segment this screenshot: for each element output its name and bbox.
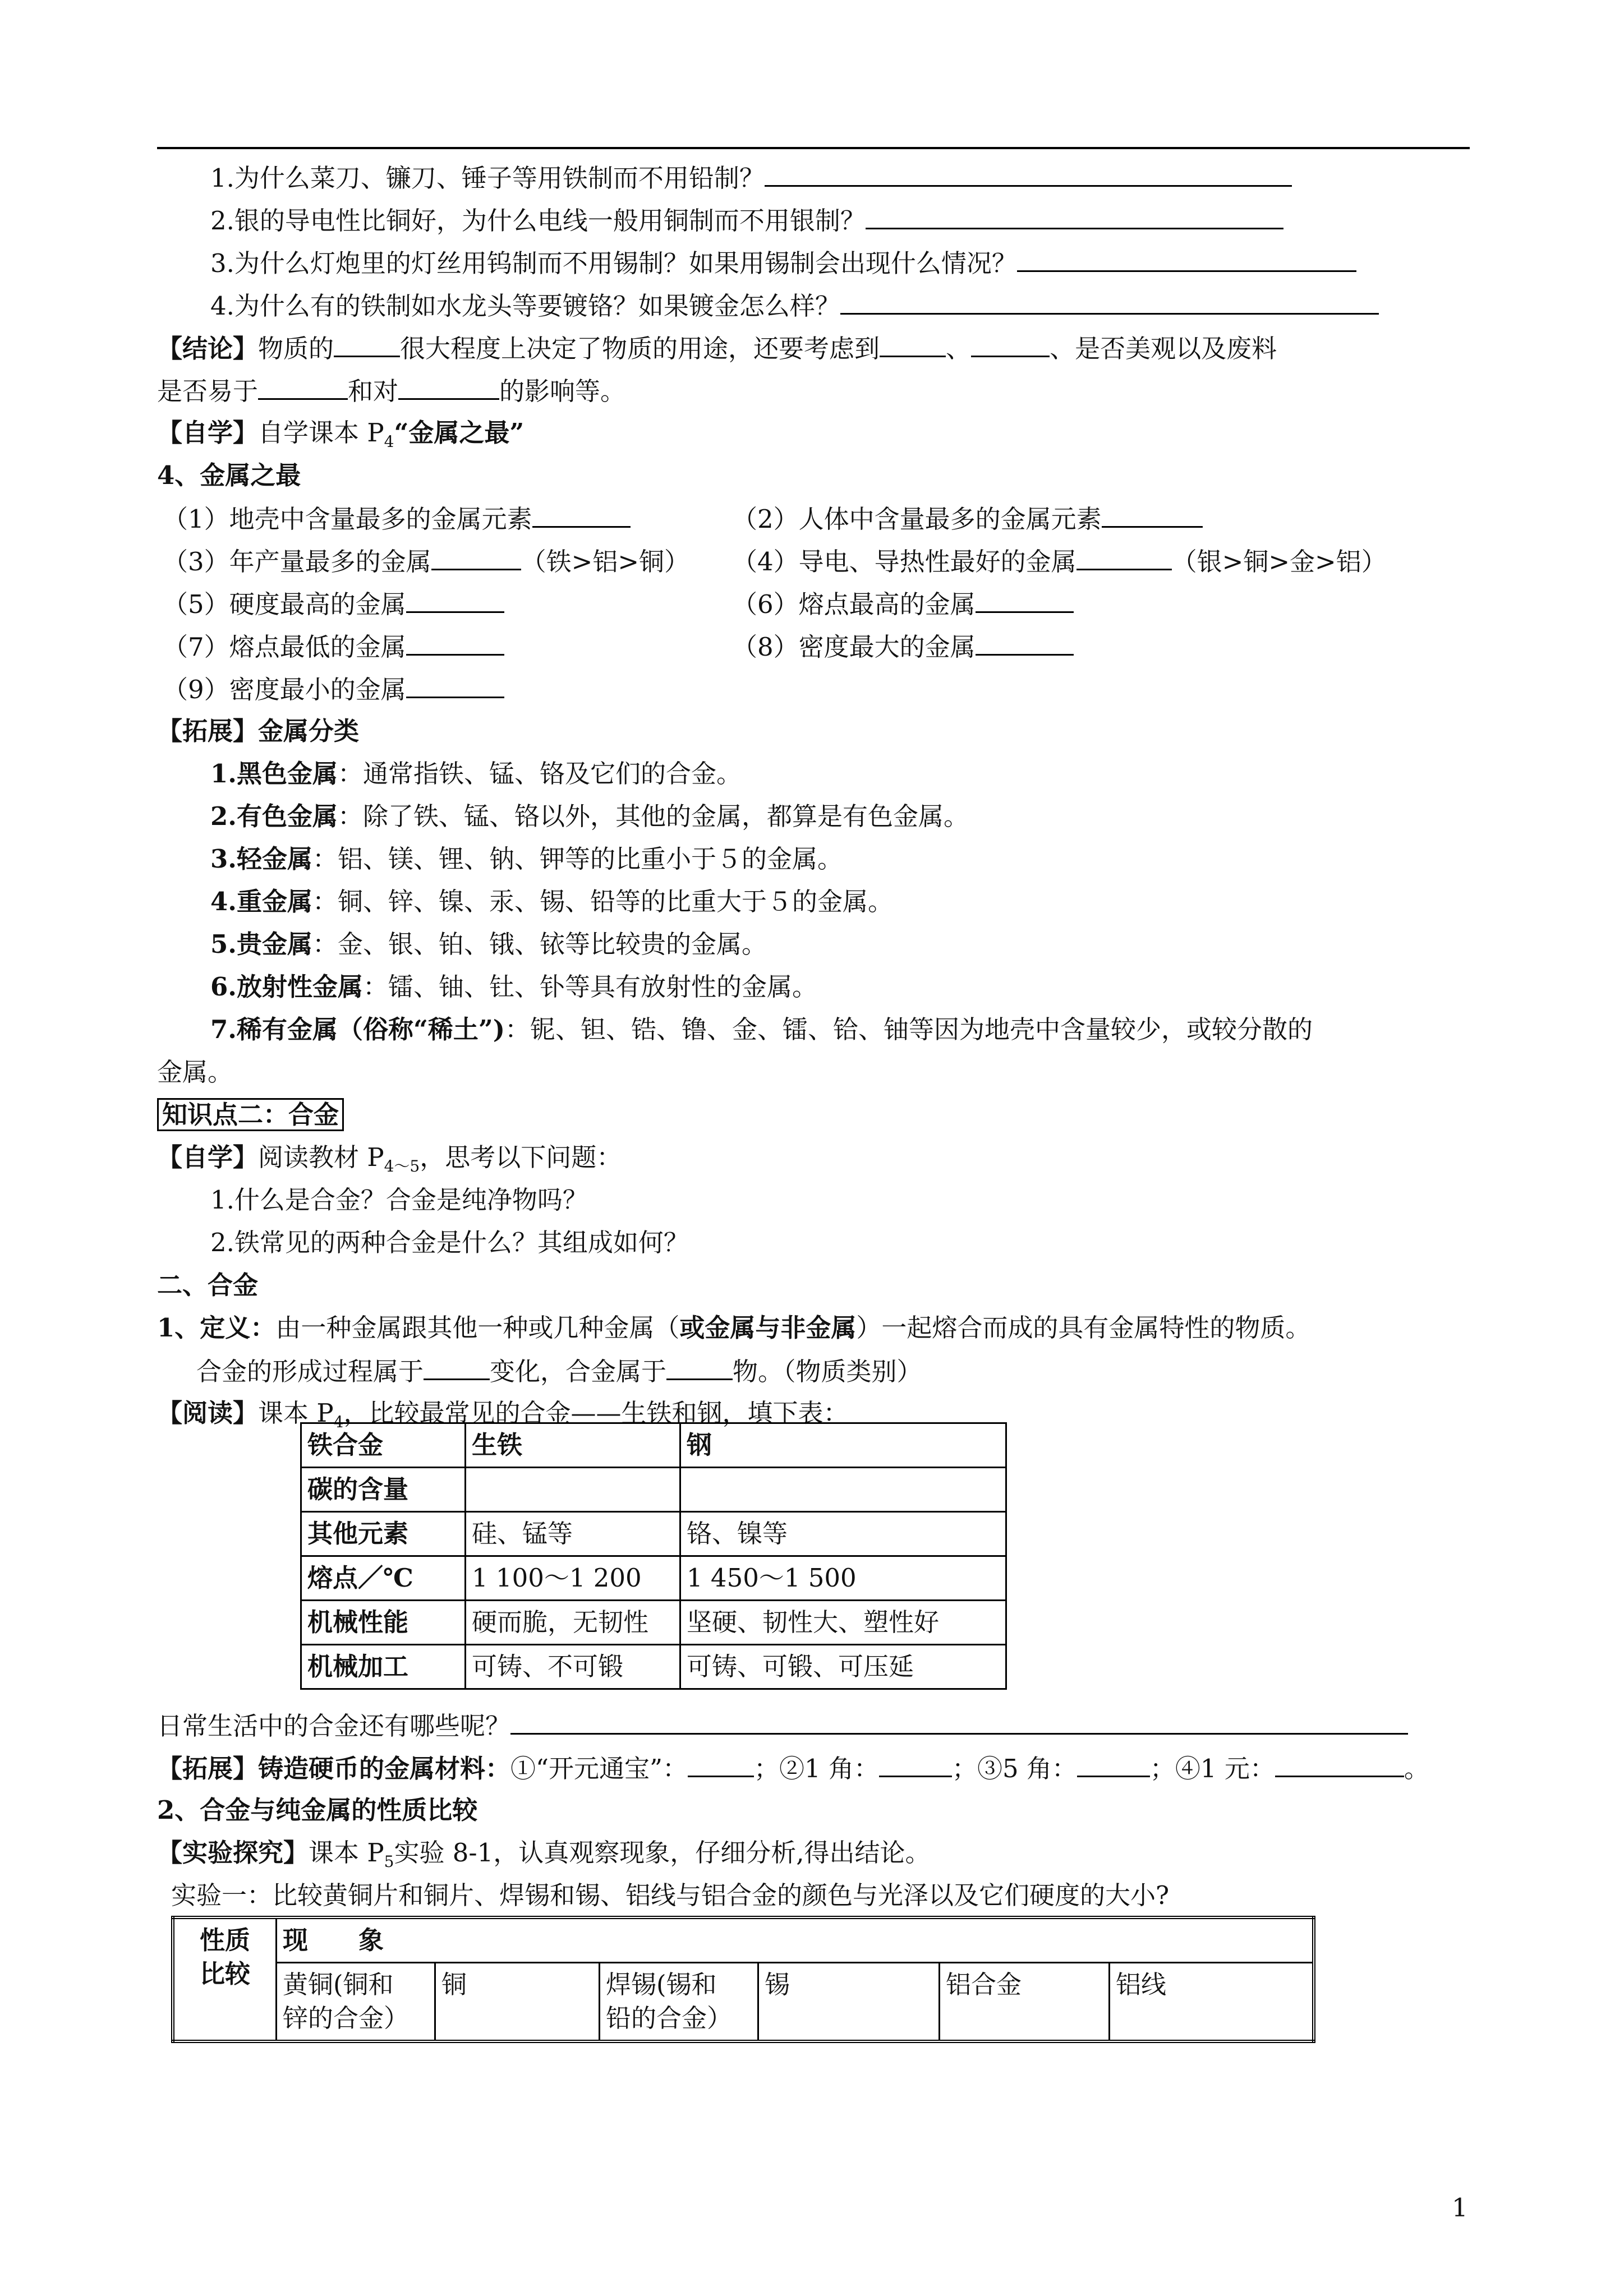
- table-cell: 硬而脆，无韧性: [466, 1601, 680, 1645]
- table-cell: 机械加工: [301, 1645, 466, 1689]
- classification-item: 1.黑色金属：通常指铁、锰、铬及它们的合金。: [210, 759, 742, 789]
- table-cell: 铁合金: [301, 1423, 466, 1468]
- table-cell: 机械性能: [301, 1601, 466, 1645]
- classification-tail: 金属。: [157, 1057, 233, 1087]
- question-line: 3.为什么灯炮里的灯丝用钨制而不用锡制？如果用锡制会出现什么情况？: [210, 246, 1356, 280]
- table-cell: 铬、镍等: [680, 1512, 1006, 1556]
- classification-item: 3.轻金属：铝、镁、锂、钠、钾等的比重小于５的金属。: [210, 844, 843, 874]
- superlative-item: （9）密度最小的金属: [163, 672, 504, 707]
- table-cell: 钢: [680, 1423, 1006, 1468]
- section-heading: 二、合金: [157, 1270, 259, 1300]
- table-cell: 其他元素: [301, 1512, 466, 1556]
- table-cell: 现 象: [277, 1917, 1314, 1963]
- table-cell: 铝合金: [940, 1963, 1110, 2042]
- table-cell: 铜: [435, 1963, 600, 2042]
- formation-line: 合金的形成过程属于 变化，合金属于 物。（物质类别）: [196, 1354, 922, 1389]
- superlative-item: （7）熔点最低的金属: [163, 629, 504, 664]
- section-heading: 4、金属之最: [157, 460, 301, 490]
- question-line: 2.银的导电性比铜好，为什么电线一般用铜制而不用银制？: [210, 203, 1283, 238]
- iron-alloy-table: [300, 1422, 1007, 1690]
- table-cell: 黄铜(铜和 锌的合金）: [277, 1963, 435, 2042]
- conclusion-line: 【结论】物质的 很大程度上决定了物质的用途，还要考虑到 、 、是否美观以及废料: [157, 331, 1277, 366]
- table-cell: 1 100～1 200: [466, 1556, 680, 1601]
- superlative-item: （1）地壳中含量最多的金属元素: [163, 501, 631, 536]
- page-number: 1: [1452, 2193, 1468, 2223]
- table-cell: [466, 1468, 680, 1512]
- table-cell: 可铸、不可锻: [466, 1645, 680, 1689]
- experiment-one-line: 实验一：比较黄铜片和铜片、焊锡和锡、铝线与铝合金的颜色与光泽以及它们硬度的大小?: [171, 1880, 1170, 1910]
- table-cell: 硅、锰等: [466, 1512, 680, 1556]
- coin-material-line: 【拓展】铸造硬币的金属材料：①“开元通宝”： ；②1 角： ；③5 角： ；④1 元： 。: [157, 1751, 1429, 1786]
- superlative-item: （8）密度最大的金属: [732, 629, 1074, 664]
- classification-item: 5.贵金属：金、银、铂、锇、铱等比较贵的金属。: [210, 929, 767, 959]
- section-heading: 2、合金与纯金属的性质比较: [157, 1795, 478, 1825]
- conclusion-line: 是否易于 和对 的影响等。: [157, 374, 625, 408]
- classification-item: 7.稀有金属（俗称“稀土”)：铌、钽、锆、镥、金、镭、铪、铀等因为地壳中含量较少，或较分散的: [210, 1015, 1313, 1044]
- table-cell: 性质 比较: [173, 1917, 277, 2041]
- experiment-table: [171, 1916, 1315, 2043]
- knowledge-point-box: 知识点二：合金: [157, 1098, 344, 1132]
- classification-item: 6.放射性金属：镭、铀、钍、钋等具有放射性的金属。: [210, 972, 817, 1002]
- superlative-item: （4）导电、导热性最好的金属 （银>铜>金>铝）: [732, 544, 1387, 579]
- table-cell: [680, 1468, 1006, 1512]
- superlative-item: （2）人体中含量最多的金属元素: [732, 501, 1203, 536]
- question-line: 1.什么是合金？合金是纯净物吗？: [210, 1185, 588, 1215]
- table-cell: 焊锡(锡和 铅的合金）: [600, 1963, 758, 2042]
- table-cell: 可铸、可锻、可压延: [680, 1645, 1006, 1689]
- definition-line: 1、定义：由一种金属跟其他一种或几种金属（或金属与非金属）一起熔合而成的具有金属特性的物质。: [157, 1313, 1311, 1343]
- superlative-item: （3）年产量最多的金属 （铁>铝>铜）: [163, 544, 689, 579]
- question-line: 4.为什么有的铁制如水龙头等要镀铬？如果镀金怎么样？: [210, 288, 1379, 323]
- reading-line: 【阅读】课本 $P_4$，比较最常见的合金——生铁和钢，填下表：: [157, 1398, 849, 1431]
- classification-item: 4.重金属：铜、锌、镍、汞、锡、铅等的比重大于５的金属。: [210, 887, 893, 916]
- table-cell: 坚硬、韧性大、塑性好: [680, 1601, 1006, 1645]
- experiment-line: 【实验探究】课本 $P_5$实验 8-1，认真观察现象，仔细分析,得出结论。: [157, 1838, 931, 1871]
- selfstudy-line: 【自学】阅读教材 $P_{4\sim 5}$，思考以下问题：: [157, 1142, 622, 1175]
- superlative-item: （5）硬度最高的金属: [163, 587, 504, 621]
- table-cell: 锡: [758, 1963, 940, 2042]
- top-rule: [157, 147, 1470, 149]
- table-cell: 铝线: [1110, 1963, 1314, 2042]
- question-line: 1.为什么菜刀、镰刀、锤子等用铁制而不用铅制？: [210, 160, 1292, 195]
- table-cell: 生铁: [466, 1423, 680, 1468]
- classification-item: 2.有色金属：除了铁、锰、铬以外，其他的金属，都算是有色金属。: [210, 801, 969, 831]
- table-cell: 1 450～1 500: [680, 1556, 1006, 1601]
- table-cell: 碳的含量: [301, 1468, 466, 1512]
- question-line: 2.铁常见的两种合金是什么？其组成如何？: [210, 1228, 689, 1257]
- table-cell: 熔点／℃: [301, 1556, 466, 1601]
- extension-heading: 【拓展】金属分类: [157, 716, 360, 746]
- selfstudy-line: 【自学】自学课本 $P_4“$金属之最”: [157, 418, 525, 451]
- daily-alloy-line: 日常生活中的合金还有哪些呢？: [157, 1708, 1408, 1743]
- superlative-item: （6）熔点最高的金属: [732, 587, 1074, 621]
